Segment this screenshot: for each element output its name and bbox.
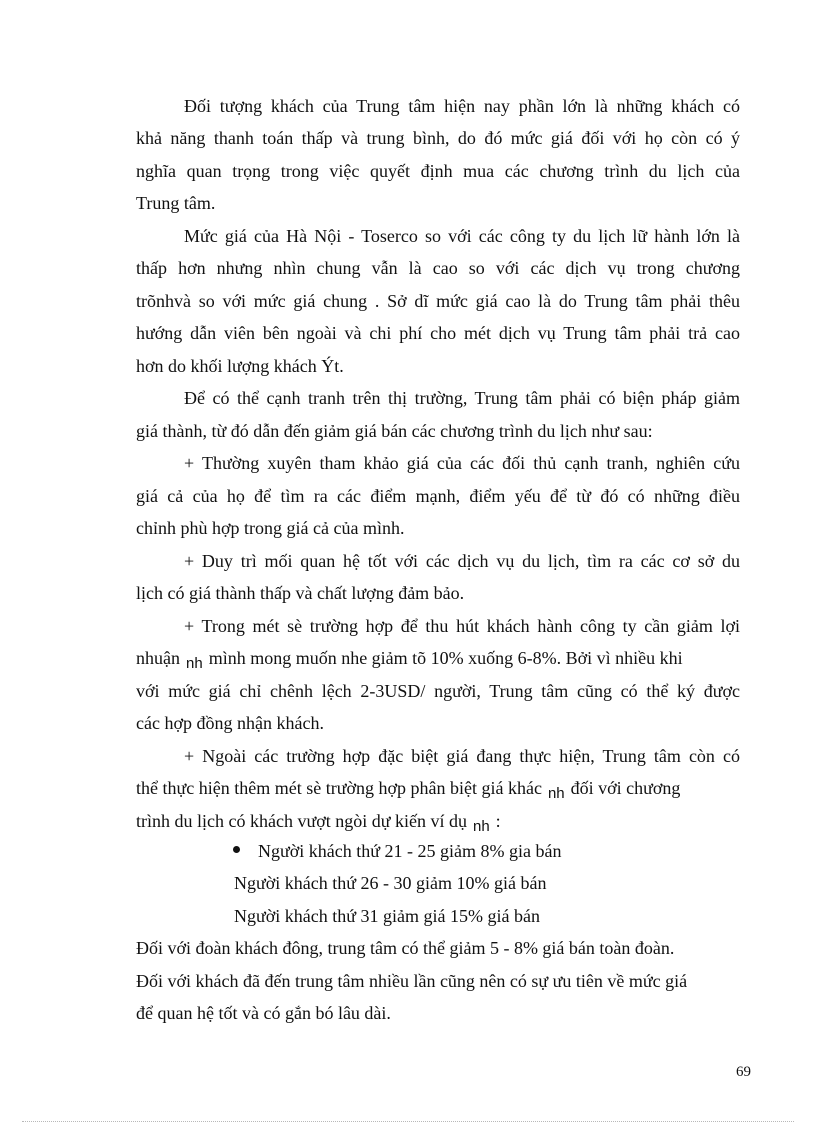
bullet-dot-icon — [233, 846, 240, 853]
paragraph-line — [136, 777, 680, 801]
line-text: : — [495, 811, 501, 831]
paragraph-line — [136, 647, 683, 671]
inline-fragment: nh — [547, 785, 565, 802]
paragraph-line: giá thành, từ đó dẫn đến giảm giá bán các chương trình du lịch như sau: — [136, 421, 653, 441]
paragraph-line: Mức giá của Hà Nội - Toserco so với các công ty du lịch lữ hành lớn là — [184, 226, 740, 246]
list-item: Người khách thứ 21 - 25 giảm 8% gia bán — [258, 841, 562, 861]
paragraph-line: trõnhvà so với mức giá chung . Sở dĩ mức giá cao là do Trung tâm phải thêu — [136, 291, 740, 311]
paragraph-line: + Thường xuyên tham khảo giá của các đối thủ cạnh tranh, nghiên cứu — [184, 453, 740, 473]
paragraph-line: Đối với khách đã đến trung tâm nhiều lần cũng nên có sự ưu tiên về mức giá — [136, 971, 688, 991]
paragraph-line: chỉnh phù hợp trong giá cả của mình. — [136, 518, 405, 538]
line-text: thể thực hiện thêm mét sè trường hợp phân biệt giá khác — [136, 778, 542, 798]
paragraph-line — [136, 810, 501, 834]
inline-fragment: nh — [472, 818, 490, 835]
line-text: nhuận — [136, 648, 180, 668]
paragraph-line: khả năng thanh toán thấp và trung bình, do đó mức giá đối với họ còn có ý — [136, 128, 740, 148]
list-item: Người khách thứ 31 giảm giá 15% giá bán — [234, 906, 540, 926]
paragraph-line: lịch có giá thành thấp và chất lượng đảm bảo. — [136, 583, 465, 603]
paragraph-line: + Ngoài các trường hợp đặc biệt giá đang thực hiện, Trung tâm còn có — [184, 746, 740, 766]
paragraph-line: Đối với đoàn khách đông, trung tâm có thể giảm 5 - 8% giá bán toàn đoàn. — [136, 938, 675, 958]
paragraph-line: các hợp đồng nhận khách. — [136, 713, 324, 733]
paragraph-line: + Duy trì mối quan hệ tốt với các dịch vụ du lịch, tìm ra các cơ sở du — [184, 551, 740, 571]
paragraph-line: + Trong mét sè trường hợp để thu hút khách hành công ty cần giảm lợi — [184, 616, 740, 636]
page-number: 69 — [736, 1064, 751, 1080]
list-item: Người khách thứ 26 - 30 giảm 10% giá bán — [234, 873, 547, 893]
paragraph-line: hơn do khối lượng khách Ýt. — [136, 356, 344, 376]
paragraph-line: nghĩa quan trọng trong việc quyết định mua các chương trình du lịch của — [136, 161, 740, 181]
line-text: trình du lịch có khách vượt ngòi dự kiến ví dụ — [136, 811, 467, 831]
paragraph-line: Trung tâm. — [136, 193, 216, 213]
paragraph-line: hướng dẫn viên bên ngoài và chi phí cho mét dịch vụ Trung tâm phải trả cao — [136, 323, 740, 343]
paragraph-line: thấp hơn nhưng nhìn chung vẫn là cao so với các dịch vụ trong chương — [136, 258, 740, 278]
paragraph-line: Đối tượng khách của Trung tâm hiện nay phần lớn là những khách có — [184, 96, 740, 116]
paragraph-line: với mức giá chỉ chênh lệch 2-3USD/ người, Trung tâm cũng có thể ký được — [136, 681, 740, 701]
line-text: đối với chương — [570, 778, 681, 798]
inline-fragment: nh — [186, 655, 203, 672]
paragraph-line: giá cả của họ để tìm ra các điểm mạnh, điểm yếu để từ đó có những điều — [136, 486, 740, 506]
paragraph-line: Để có thể cạnh tranh trên thị trường, Trung tâm phải có biện pháp giảm — [184, 388, 740, 408]
paragraph-line: để quan hệ tốt và có gắn bó lâu dài. — [136, 1003, 391, 1023]
footer-divider — [22, 1121, 794, 1122]
line-text: mình mong muốn nhe giảm tõ 10% xuống 6-8%. Bởi vì nhiều khi — [208, 648, 683, 668]
